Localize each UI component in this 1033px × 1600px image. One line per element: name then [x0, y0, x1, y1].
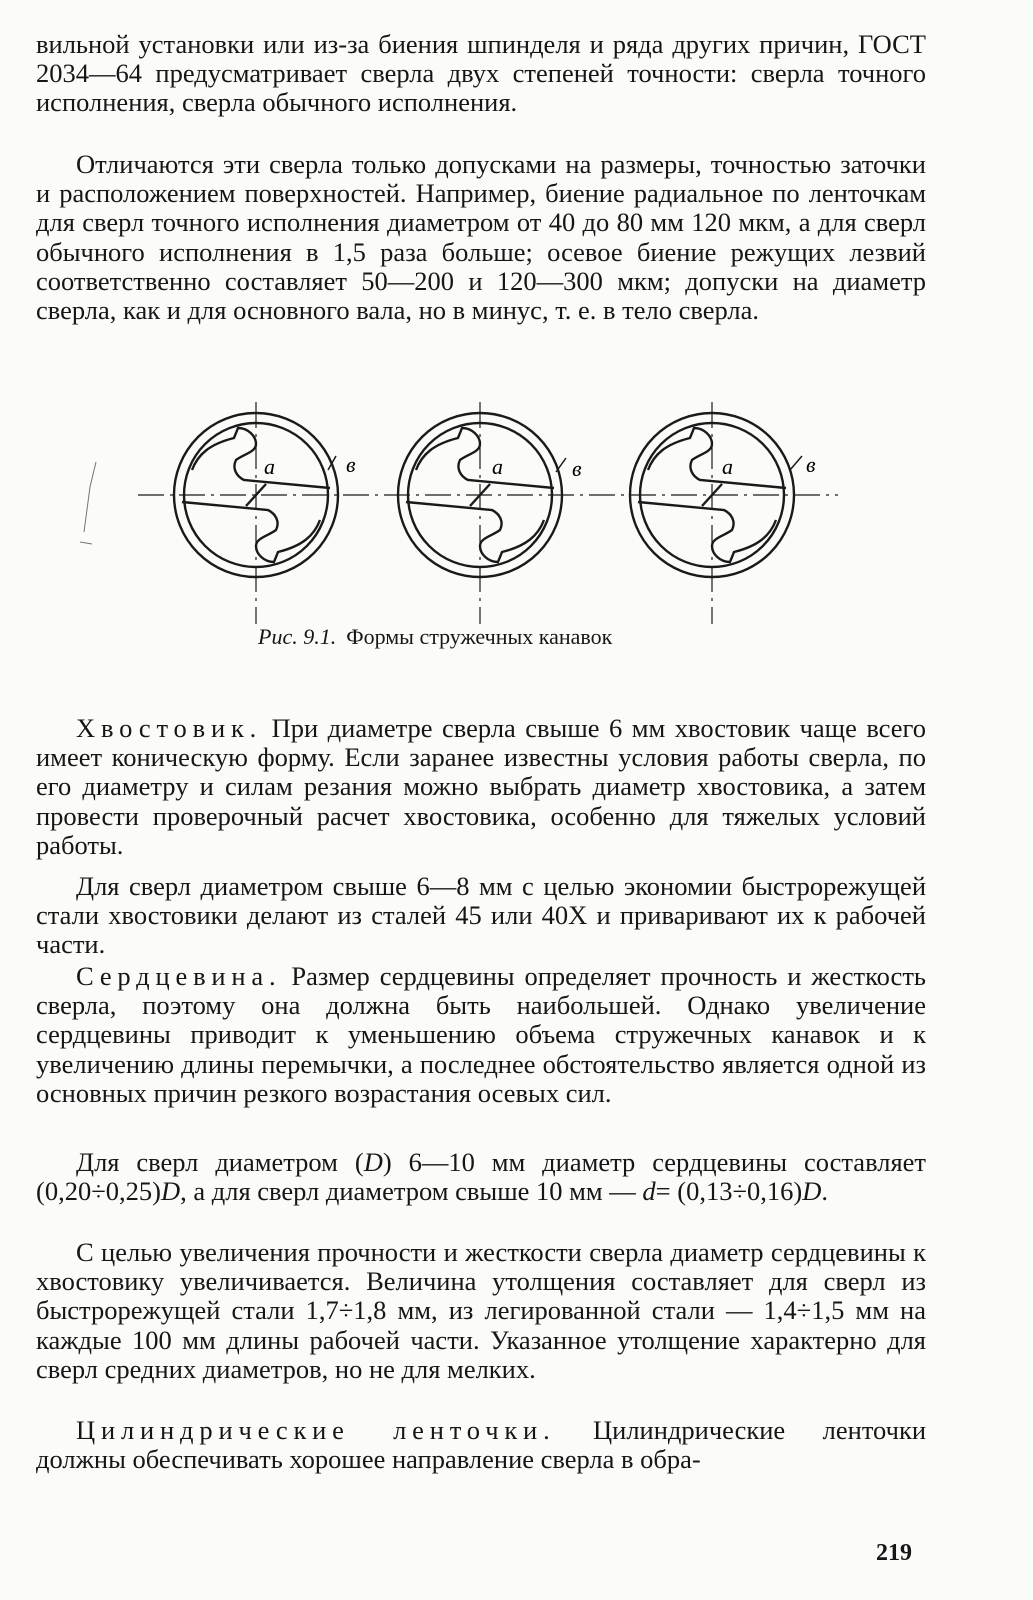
- paragraph-8-text: Цилиндрические ленточки должны обеспечивать хорошее направление сверла в обра-: [36, 1415, 926, 1475]
- figure-title: Формы стружечных канавок: [346, 624, 613, 649]
- p6-var-D3: D: [802, 1176, 822, 1207]
- page-number: 219: [876, 1540, 912, 1566]
- drill-section-1: [174, 402, 338, 624]
- drill-section-3: [630, 402, 794, 624]
- figure-number: Рис. 9.1.: [258, 624, 337, 649]
- paragraph-tail-shank: [36, 714, 926, 860]
- p6-part-f: .: [821, 1176, 828, 1207]
- paragraph-1: вильной установки или из-за биения шпинделя и ряда других причин, ГОСТ 2034—64 предусматривает сверла двух степеней точности: сверла точного исполнения, сверла обычного исполнения.: [36, 29, 926, 118]
- label-a-1: а: [264, 454, 275, 479]
- p6-part-c: , а для сверл диаметром свыше 10 мм —: [180, 1176, 643, 1207]
- label-a-2: а: [492, 454, 503, 479]
- label-b-1: в: [346, 452, 356, 477]
- term-core: Сердцевина.: [76, 961, 282, 991]
- paragraph-core: [36, 962, 926, 1108]
- p6-part-a: Для сверл диаметром (: [76, 1147, 364, 1177]
- paragraph-6: [36, 1148, 926, 1206]
- paragraph-lands: [36, 1416, 926, 1474]
- chip-flute-figure: [30, 392, 910, 632]
- p6-var-D1: D: [363, 1147, 383, 1177]
- term-lands: Цилиндрические ленточки.: [76, 1415, 556, 1445]
- drill-section-2: [398, 402, 562, 624]
- p6-var-D2: D: [160, 1176, 181, 1207]
- p6-part-b: ) 6—10 мм диаметр сердцевины составляет (0,20÷0,25): [36, 1147, 926, 1207]
- paragraph-3-text: При диаметре сверла свыше 6 мм хвостовик чаще всего имеет коническую форму. Если заранее известны условия работы сверла, по его диаметру и силам резания можно выбрать диаметр хвостовика, а затем провести проверочный расчет хвостовика, особенно для тяжелых условий работы.: [36, 713, 926, 860]
- paragraph-5-text: Размер сердцевины определяет прочность и жесткость сверла, поэтому она должна быть наибольшей. Однако увеличение сердцевины приводит к уменьшению объема стружечных канавок и к увеличению длины перемычки, а последнее обстоятельство является одной из основных причин резкого возрастания осевых сил.: [36, 961, 926, 1108]
- label-a-3: а: [722, 454, 733, 479]
- p6-part-e: = (0,13÷0,16): [655, 1176, 803, 1207]
- label-b-2: в: [572, 456, 582, 481]
- term-shank: Хвостовик.: [76, 713, 263, 743]
- paragraph-7: С целью увеличения прочности и жесткости сверла диаметр сердцевины к хвостовику увеличивается. Величина утолщения составляет для сверл из быстрорежущей стали 1,7÷1,8 мм, из легированной стали — 1,4÷1,5 мм на каждые 100 мм длины рабочей части. Указанное утолщение характерно для сверл средних диаметров, но не для мелких.: [36, 1237, 926, 1384]
- label-b-3: в: [806, 452, 816, 477]
- p6-var-d: d: [642, 1176, 656, 1207]
- paragraph-2: Отличаются эти сверла только допусками на размеры, точностью заточки и расположением поверхностей. Например, биение радиальное по ленточкам для сверл точного исполнения диаметром от 40 до 80 мм 120 мкм, а для сверл обычного исполнения в 1,5 раза больше; осевое биение режущих лезвий соответственно составляет 50—200 и 120—300 мкм; допуски на диаметр сверла, как и для основного вала, но в минус, т. е. в тело сверла.: [36, 149, 926, 326]
- paragraph-4: Для сверл диаметром свыше 6—8 мм с целью экономии быстрорежущей стали хвостовики делают из сталей 45 или 40Х и приваривают их к рабочей части.: [36, 871, 926, 960]
- figure-caption: [258, 624, 612, 650]
